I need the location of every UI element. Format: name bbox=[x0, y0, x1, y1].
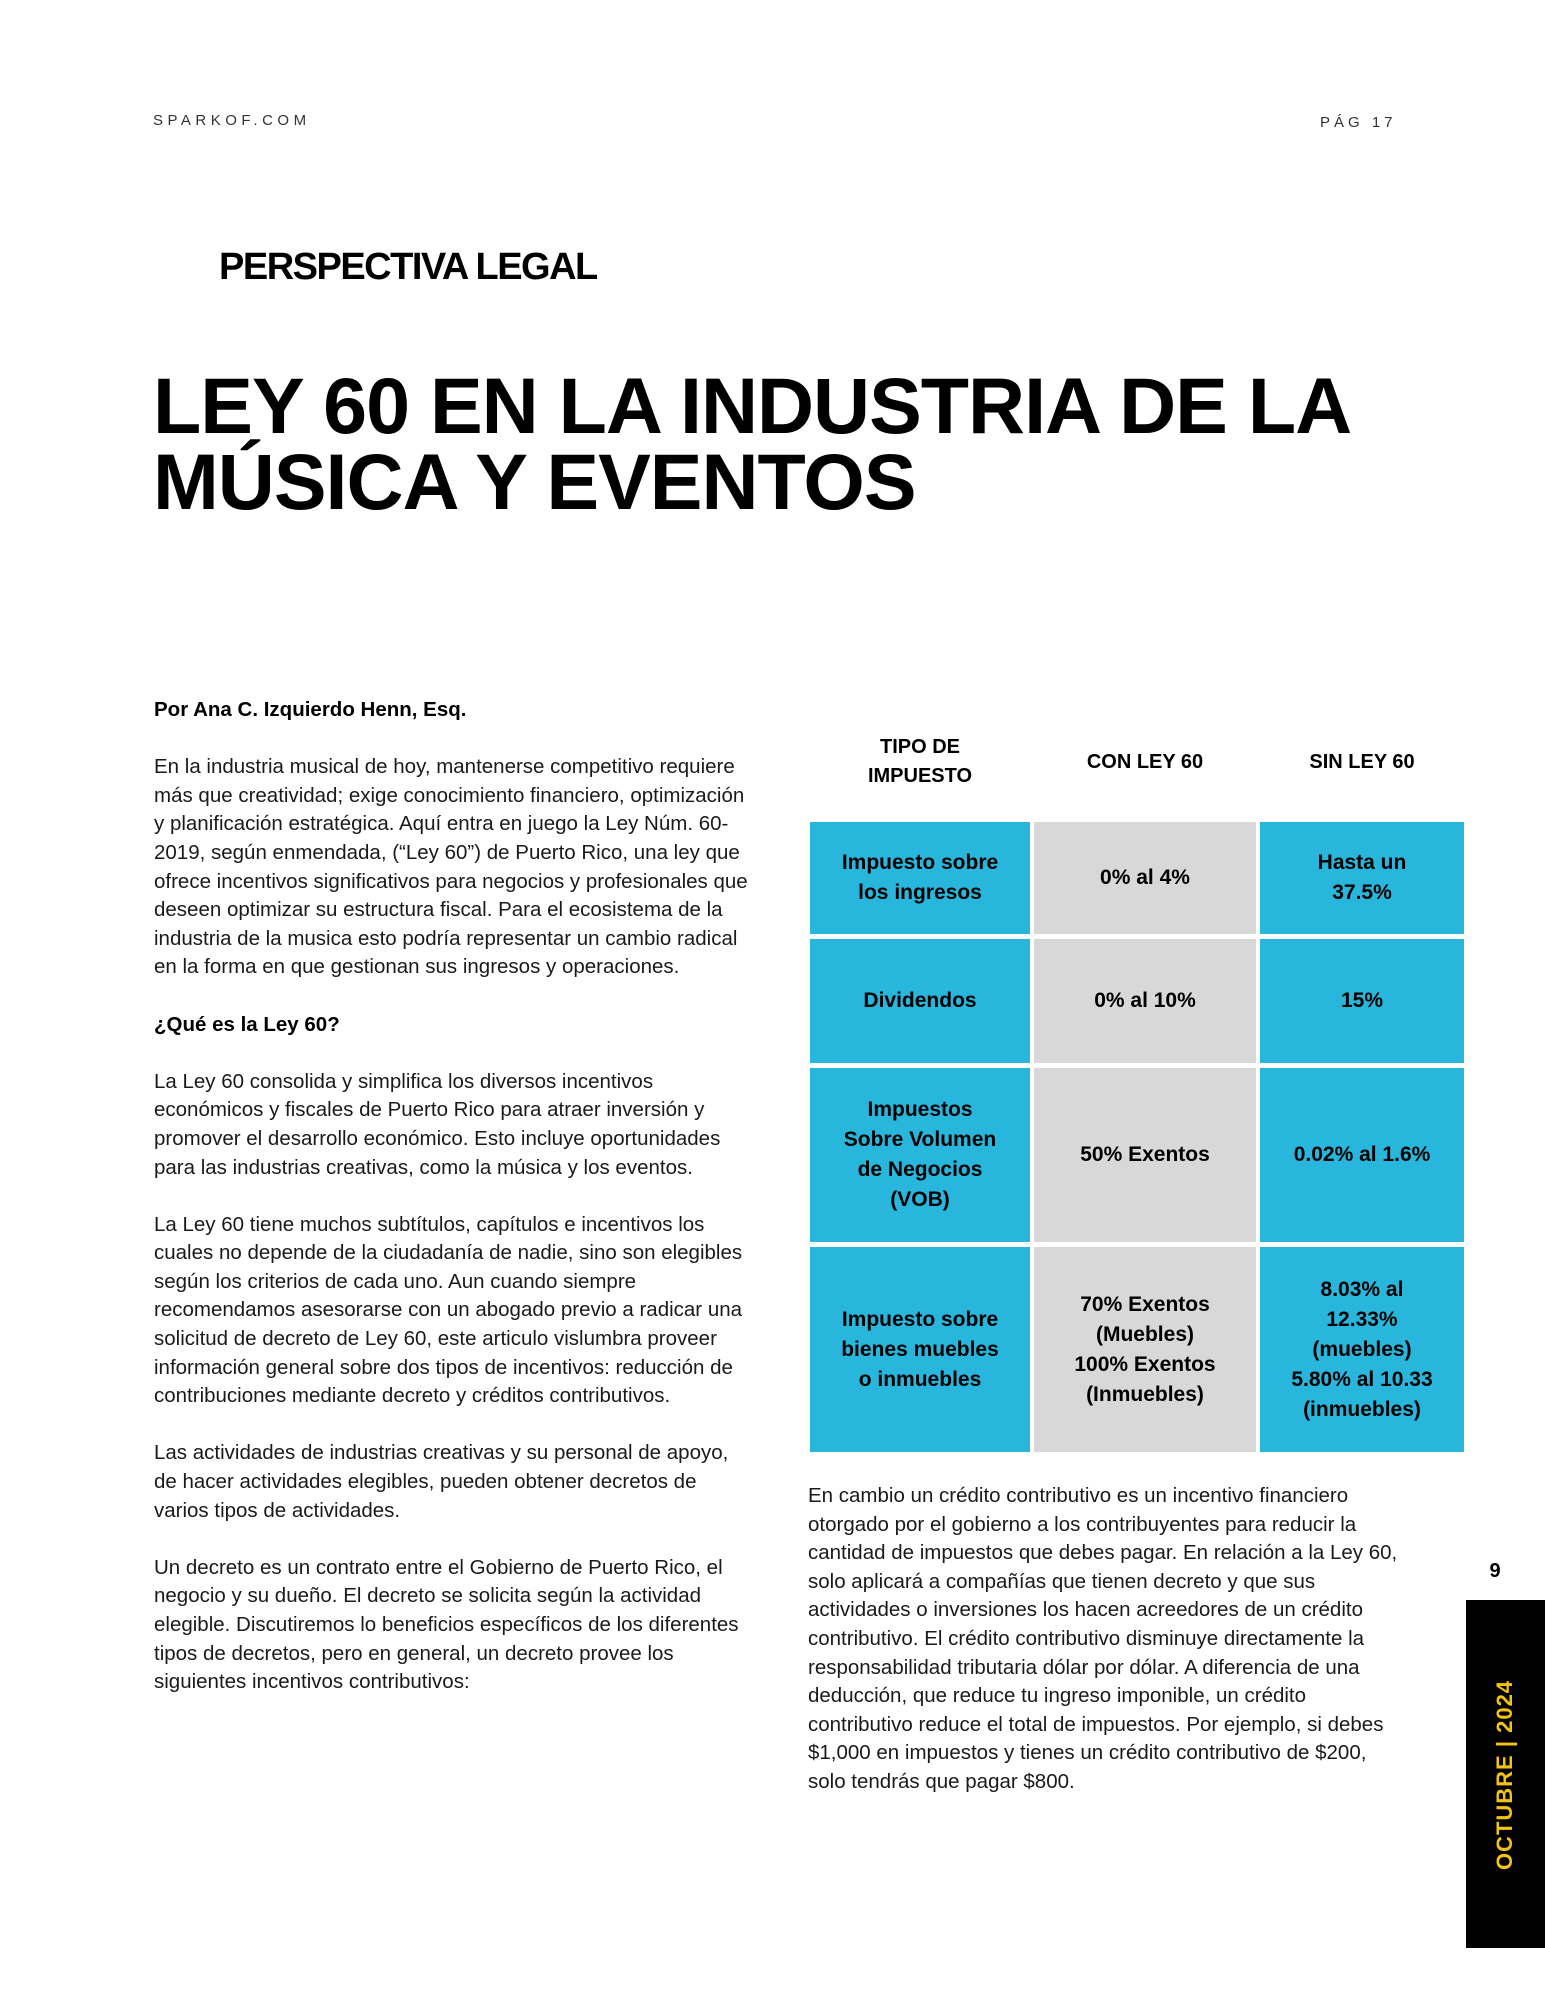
title-line-2: MÚSICA Y EVENTOS bbox=[153, 437, 916, 526]
table-header-type: TIPO DE IMPUESTO bbox=[867, 736, 973, 787]
table-cell-type: Dividendos bbox=[810, 939, 1030, 1063]
title-line-1: LEY 60 EN LA INDUSTRIA DE LA bbox=[153, 361, 1352, 450]
table-header-con: CON LEY 60 bbox=[1086, 750, 1204, 773]
subheading: ¿Qué es la Ley 60? bbox=[154, 1012, 340, 1036]
page-number: 9 bbox=[1489, 1560, 1501, 1582]
table-cell-con: 0% al 4% bbox=[1034, 822, 1256, 934]
table-cell-con: 0% al 10% bbox=[1034, 939, 1256, 1063]
table-header-sin: SIN LEY 60 bbox=[1309, 750, 1415, 773]
article-title bbox=[153, 361, 1413, 526]
table-cell-con: 70% Exentos (Muebles) 100% Exentos (Inmuebles) bbox=[1034, 1247, 1256, 1452]
table-cell-type: Impuesto sobre los ingresos bbox=[810, 822, 1030, 934]
paragraph: Las actividades de industrias creativas y su personal de apoyo, de hacer actividades elegibles, pueden obtener decretos de varios tipos de actividades. bbox=[154, 1441, 729, 1522]
paragraph: La Ley 60 tiene muchos subtítulos, capítulos e incentivos los cuales no depende de la ciudadanía de nadie, sino son elegibles según los criterios de cada uno. Aun cuando siempre recomendamos asesorarse con un abogado previo a radicar una solicitud de decreto de Ley 60, este articulo vislumbra proveer información general sobre dos tipos de incentivos: reducción de contribuciones mediante decreto y créditos contributivos. bbox=[154, 1212, 743, 1408]
table-cell-type: Impuestos Sobre Volumen de Negocios (VOB) bbox=[810, 1068, 1030, 1242]
site-url: SPARKOF.COM bbox=[153, 112, 311, 129]
table-cell-type: Impuesto sobre bienes muebles o inmuebles bbox=[810, 1247, 1030, 1452]
table-cell-con: 50% Exentos bbox=[1034, 1068, 1256, 1242]
paragraph: En la industria musical de hoy, mantenerse competitivo requiere más que creatividad; exige conocimiento financiero, optimización y planificación estratégica. Aquí entra en juego la Ley Núm. 60-2019, según enmendada, (“Ley 60”) de Puerto Rico, una ley que ofrece incentivos significativos para negocios y profesionales que deseen optimizar su estructura fiscal. Para el ecosistema de la industria de la musica esto podría representar un cambio radical en la forma en que gestionan sus ingresos y operaciones. bbox=[154, 755, 748, 979]
table-cell-sin: 8.03% al 12.33% (muebles) 5.80% al 10.33 (inmuebles) bbox=[1260, 1247, 1464, 1452]
table-cell-sin: Hasta un 37.5% bbox=[1260, 822, 1464, 934]
table-cell-sin: 0.02% al 1.6% bbox=[1260, 1068, 1464, 1242]
table-cell-sin: 15% bbox=[1260, 939, 1464, 1063]
article-left-column bbox=[154, 696, 749, 1725]
paragraph: Un decreto es un contrato entre el Gobierno de Puerto Rico, el negocio y su dueño. El decreto se solicita según la actividad elegible. Discutiremos lo beneficios específicos de los diferentes tipos de decretos, pero en general, un decreto provee los siguientes incentivos contributivos: bbox=[154, 1555, 739, 1694]
byline: Por Ana C. Izquierdo Henn, Esq. bbox=[154, 698, 467, 721]
section-kicker: PERSPECTIVA LEGAL bbox=[219, 246, 597, 288]
paragraph: En cambio un crédito contributivo es un incentivo financiero otorgado por el gobierno a los contribuyentes para reducir la cantidad de impuestos que debes pagar. En relación a la Ley 60, solo aplicará a compañías que tienen decreto y que sus actividades o inversiones los hacen acreedores de un crédito contributivo. El crédito contributivo disminuye directamente la responsabilidad tributaria dólar por dólar. A diferencia de una deducción, que reduce tu ingreso imponible, un crédito contributivo reduce el total de impuestos. Por ejemplo, si debes $1,000 en impuestos y tienes un crédito contributivo de $200, solo tendrás que pagar $800. bbox=[808, 1484, 1398, 1793]
paragraph: La Ley 60 consolida y simplifica los diversos incentivos económicos y fiscales de Puerto Rico para atraer inversión y promover el desarrollo económico. Esto incluye oportunidades para las industrias creativas, como la música y los eventos. bbox=[154, 1069, 721, 1179]
issue-date-label: OCTUBRE | 2024 bbox=[1492, 1679, 1518, 1871]
magazine-page-label: PÁG 17 bbox=[1320, 114, 1397, 131]
